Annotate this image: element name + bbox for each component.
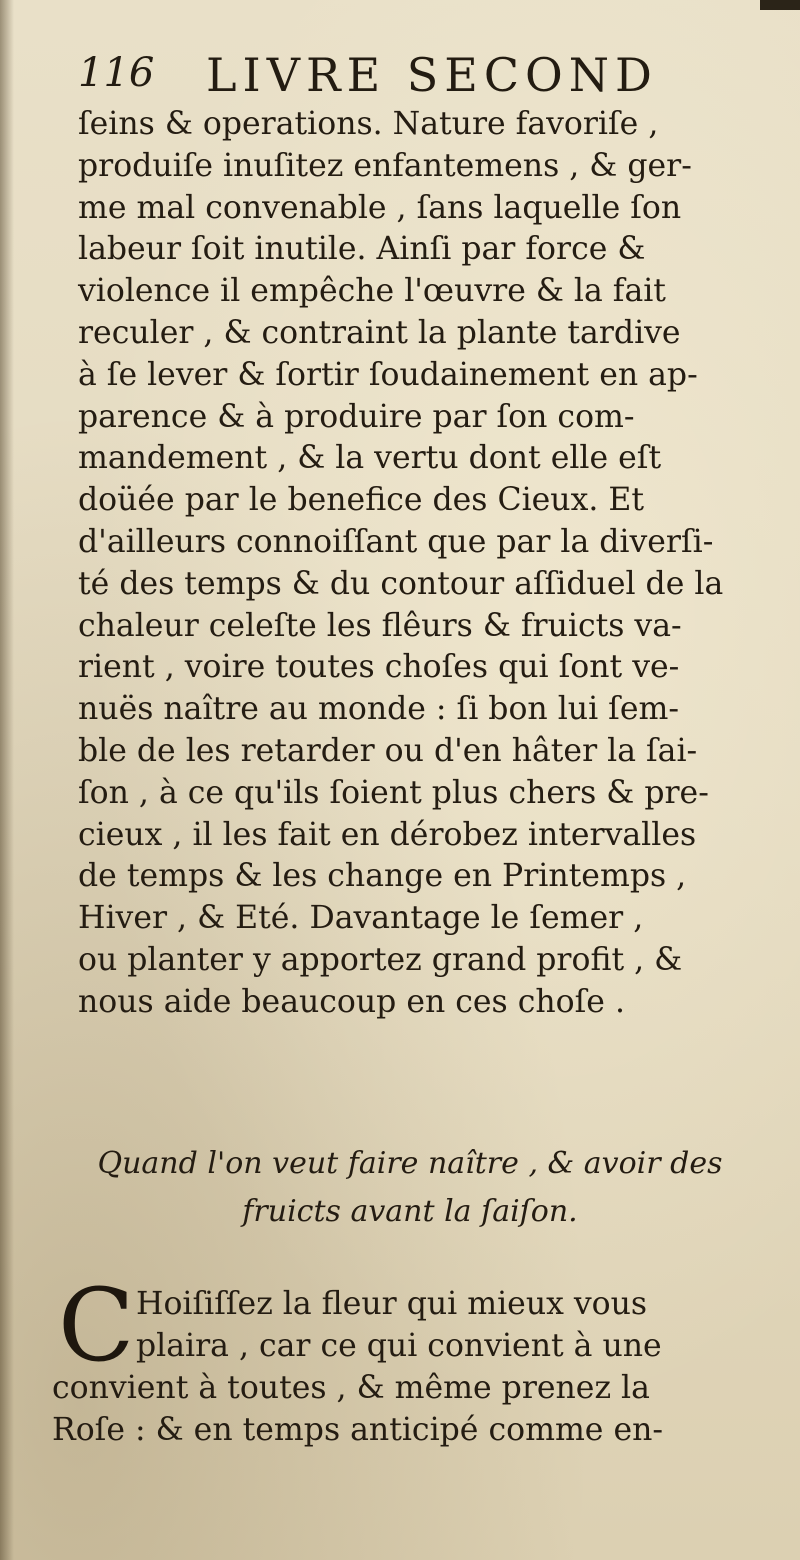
text-line: Hoiſiſſez la fleur qui mieux vous [136,1286,648,1322]
text-line: doüée par le benefice des Cieux. Et [78,482,645,519]
section-heading-line: Quand l'on veut faire naître , & avoir des [97,1146,723,1181]
text-line: d'ailleurs connoiſſant que par la diverſi- [78,523,714,560]
text-line: violence il empêche l'œuvre & la fait [78,273,666,310]
text-line: reculer , & contraint la plante tardive [78,314,681,351]
text-line: cieux , il les fait en dérobez intervalles [78,816,697,853]
text-line: labeur ſoit inutile. Ainſi par force & [78,231,646,268]
text-line: Hiver , & Eté. Davantage le ſemer , [78,900,644,937]
text-line: rient , voire toutes choſes qui ſont ve- [78,649,680,686]
text-line: convient à toutes , & même prenez la [52,1370,650,1406]
text-line: nous aide beaucoup en ces choſe . [78,983,625,1020]
page-edge-shadow [760,0,800,10]
text-line: produiſe inuſitez enfantemens , & ger- [78,147,692,184]
running-title: LIVRE SECOND [206,48,658,102]
page-header [78,48,778,108]
drop-cap: C [58,1267,135,1384]
text-line: Roſe : & en temps anticipé comme en- [52,1412,664,1448]
text-line: parence & à produire par ſon com- [78,398,635,435]
paragraph-main [78,104,768,1024]
text-line: ſon , à ce qu'ils ſoient plus chers & pre- [78,774,709,811]
text-line: té des temps & du contour aſſiduel de la [78,565,724,602]
paragraph-second [52,1267,762,1484]
text-line: chaleur celeſte les flêurs & fruicts va- [78,607,682,644]
text-line: de temps & les change en Printemps , [78,858,687,895]
text-line: nuës naître au monde : ſi bon lui ſem- [78,691,679,728]
text-line: ſeins & operations. Nature favoriſe , [78,106,659,142]
text-line: me mal convenable , ſans laquelle ſon [78,189,682,226]
text-line: à ſe lever & ſortir ſoudainement en ap- [78,356,698,393]
text-line: ble de les retarder ou d'en hâter la ſai- [78,732,698,769]
text-line: ou planter y apportez grand profit , & [78,941,683,978]
text-line: mandement , & la vertu dont elle eſt [78,440,662,477]
section-heading-line: fruicts avant la ſaiſon. [242,1194,578,1229]
page-number: 116 [78,50,155,96]
text-line: plaira , car ce qui convient à une [136,1328,662,1364]
section-heading [60,1140,760,1236]
